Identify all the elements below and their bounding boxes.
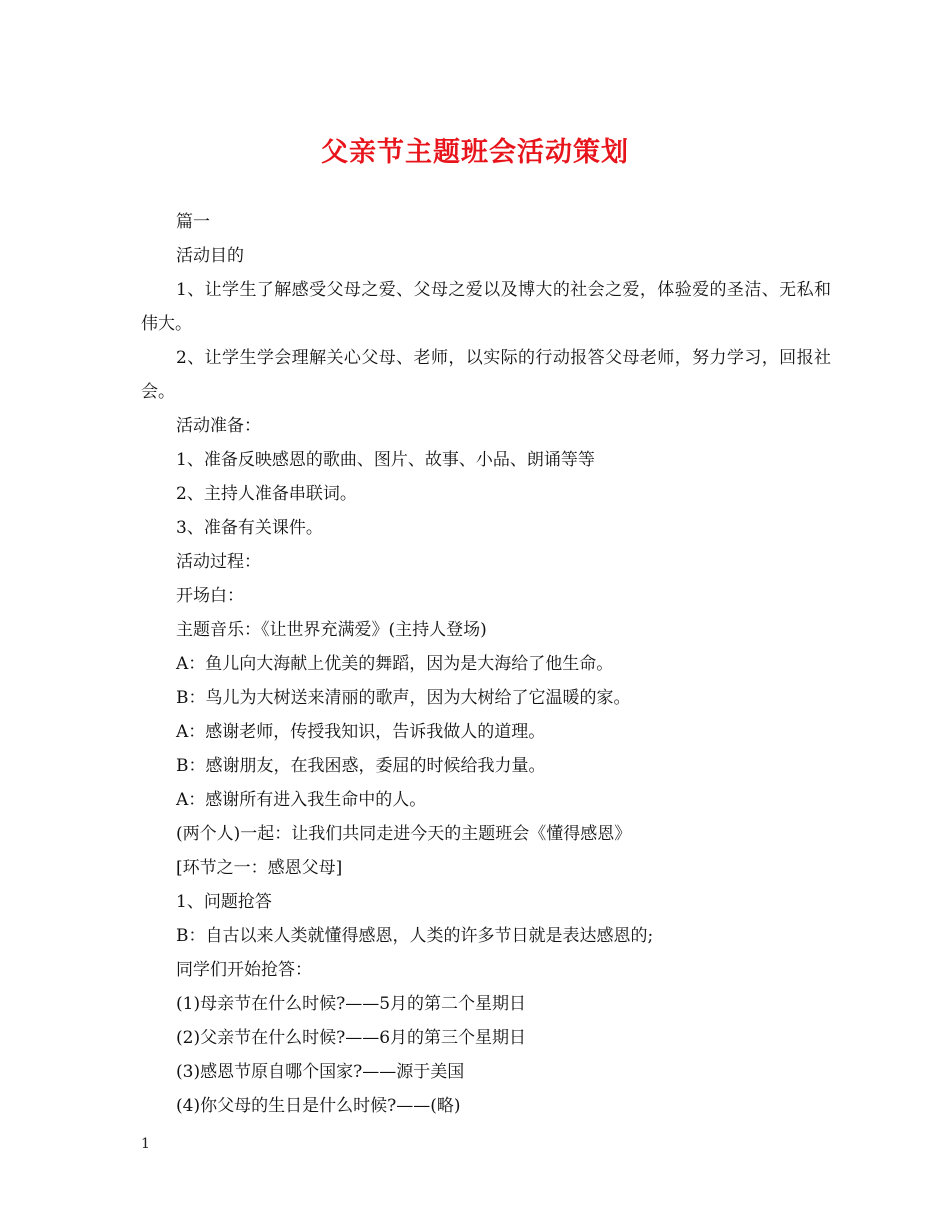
text-line: [环节之一：感恩父母] [176,858,343,878]
subheading-purpose: 活动目的 [176,246,244,266]
text-line: 1、问题抢答 [176,892,272,912]
text-line: 同学们开始抢答： [176,960,312,980]
page-number: 1 [141,1136,150,1152]
subheading-preparation: 活动准备： [176,416,261,436]
text-line: B：感谢朋友，在我困惑，委屈的时候给我力量。 [176,756,546,776]
subheading-process: 活动过程： [176,552,261,572]
text-line: A：感谢所有进入我生命中的人。 [176,790,427,810]
text-line: 主题音乐：《让世界充满爱》(主持人登场) [176,620,487,640]
text-line: 开场白： [176,586,244,606]
section-heading: 篇一 [176,212,210,232]
text-line: (3)感恩节原自哪个国家?——源于美国 [176,1062,465,1082]
document-title: 父亲节主题班会活动策划 [321,137,629,168]
text-line: B：鸟儿为大树送来清丽的歌声，因为大树给了它温暖的家。 [176,688,631,708]
text-line: 1、准备反映感恩的歌曲、图片、故事、小品、朗诵等等 [176,450,595,470]
paragraph-purpose-1: 1、让学生了解感受父母之爱、父母之爱以及博大的社会之爱，体验爱的圣洁、无私和伟大。 [141,280,831,334]
text-line: A：感谢老师，传授我知识，告诉我做人的道理。 [176,722,546,742]
text-line: A：鱼儿向大海献上优美的舞蹈，因为是大海给了他生命。 [176,654,614,674]
text-line: 3、准备有关课件。 [176,518,323,538]
text-line: (两个人)一起：让我们共同走进今天的主题班会《懂得感恩》 [176,824,632,844]
text-line: (1)母亲节在什么时候?——5月的第二个星期日 [176,994,527,1014]
text-line: B：自古以来人类就懂得感恩，人类的许多节日就是表达感恩的; [176,926,654,946]
text-line: (4)你父母的生日是什么时候?——(略) [176,1096,461,1116]
paragraph-purpose-2: 2、让学生学会理解关心父母、老师，以实际的行动报答父母老师，努力学习，回报社会。 [141,348,831,402]
document-body [141,205,831,1123]
text-line: (2)父亲节在什么时候?——6月的第三个星期日 [176,1028,527,1048]
text-line: 2、主持人准备串联词。 [176,484,357,504]
